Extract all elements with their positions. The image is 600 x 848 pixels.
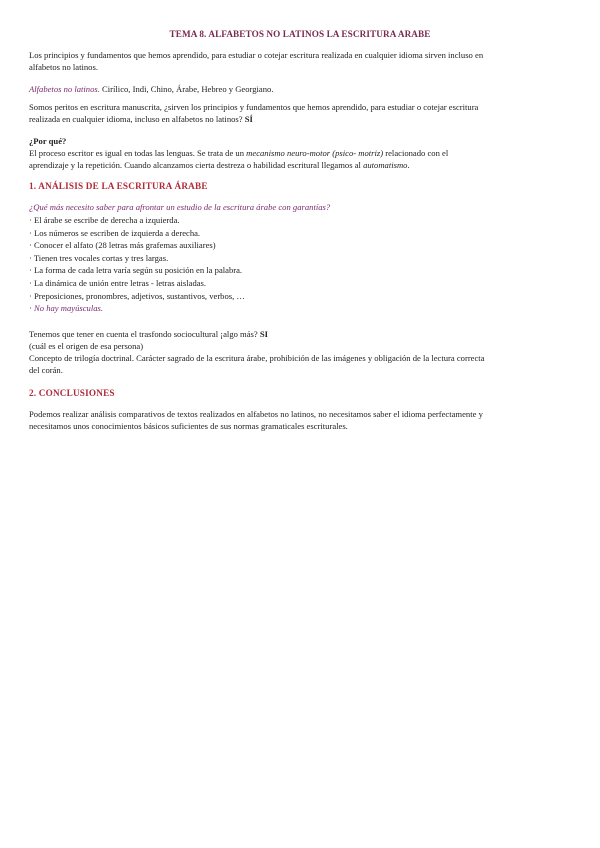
- intro-line-1: Los principios y fundamentos que hemos aprendido, para estudiar o cotejar escritura realizada en cualquier idioma sirven incluso en: [29, 50, 484, 60]
- why-text-2a: aprendizaje y la repetición. Cuando alcanzamos cierta destreza o habilidad escritural llegamos al: [29, 160, 364, 170]
- list-item: · Preposiciones, pronombres, adjetivos, sustantivos, verbos, …: [29, 290, 246, 301]
- question-line-1: Somos peritos en escritura manuscrita, ¿sirven los principios y fundamentos que hemos aprendido, para estudiar o cotejar escritura: [29, 102, 479, 112]
- conclusions-line-1: Podemos realizar análisis comparativos de textos realizados en alfabetos no latinos, no necesitamos saber el idioma perfectamente y: [29, 409, 483, 419]
- question-line-2: realizada en cualquier idioma, incluso en alfabetos no latinos?: [29, 114, 243, 124]
- intro-line-2: alfabetos no latinos.: [29, 62, 98, 72]
- why-automatism: automatismo: [363, 160, 408, 170]
- why-heading: ¿Por qué?: [29, 136, 67, 146]
- last-bullet-marker: ·: [29, 303, 32, 314]
- why-mechanism: mecanismo neuro-motor (psico- motriz): [246, 148, 384, 158]
- document-title: TEMA 8. ALFABETOS NO LATINOS LA ESCRITURA ARABE: [169, 29, 431, 39]
- concept-line-2: del corán.: [29, 365, 63, 375]
- why-text-2c: .: [407, 160, 410, 170]
- conclusions-line-2: necesitamos unos conocimientos básicos suficientes de sus normas gramaticales escriturales.: [29, 421, 348, 431]
- alphabets-label: Alfabetos no latinos.: [29, 84, 100, 94]
- alphabets-list: Cirílico, Indi, Chino, Árabe, Hebreo y Georgiano.: [99, 84, 274, 94]
- intro-paragraph: [29, 49, 572, 73]
- question-answer: SÍ: [242, 114, 253, 124]
- section-2-heading: 2. CONCLUSIONES: [29, 388, 115, 398]
- list-item: · La dinámica de unión entre letras - letras aisladas.: [29, 277, 207, 288]
- context-paragraph: [29, 328, 572, 376]
- list-item: · Tienen tres vocales cortas y tres largas.: [29, 252, 169, 263]
- conclusions-paragraph: [29, 408, 572, 432]
- section-1-question: ¿Qué más necesito saber para afrontar un estudio de la escritura árabe con garantías?: [29, 202, 331, 212]
- list-item: · La forma de cada letra varía según su posición en la palabra.: [29, 265, 243, 276]
- concept-line-1: Concepto de trilogía doctrinal. Carácter sagrado de la escritura árabe, prohibición de las imágenes y obligación de la lectura correcta: [29, 353, 485, 363]
- context-answer: SI: [257, 329, 268, 339]
- no-capitals-note: No hay mayúsculas.: [34, 303, 104, 314]
- arabic-features-list: [29, 214, 572, 315]
- list-item: · Los números se escriben de izquierda a derecha.: [29, 227, 201, 238]
- list-item: · El árabe se escribe de derecha a izquierda.: [29, 215, 180, 225]
- why-text-1c: relacionado con el: [383, 148, 449, 158]
- context-text: Tenemos que tener en cuenta el trasfondo sociocultural ¡algo más?: [29, 329, 258, 339]
- list-item: · Conocer el alfato (28 letras más grafemas auxiliares): [29, 240, 216, 251]
- origin-note: (cuál es el origen de esa persona): [29, 341, 144, 351]
- why-paragraph: [29, 147, 572, 171]
- section-1-heading: 1. ANÁLISIS DE LA ESCRITURA ÁRABE: [29, 181, 208, 191]
- list-item: [29, 302, 572, 315]
- why-text-1a: El proceso escritor es igual en todas las lenguas. Se trata de un: [29, 148, 247, 158]
- alphabets-paragraph: [29, 83, 572, 95]
- question-paragraph: [29, 101, 572, 125]
